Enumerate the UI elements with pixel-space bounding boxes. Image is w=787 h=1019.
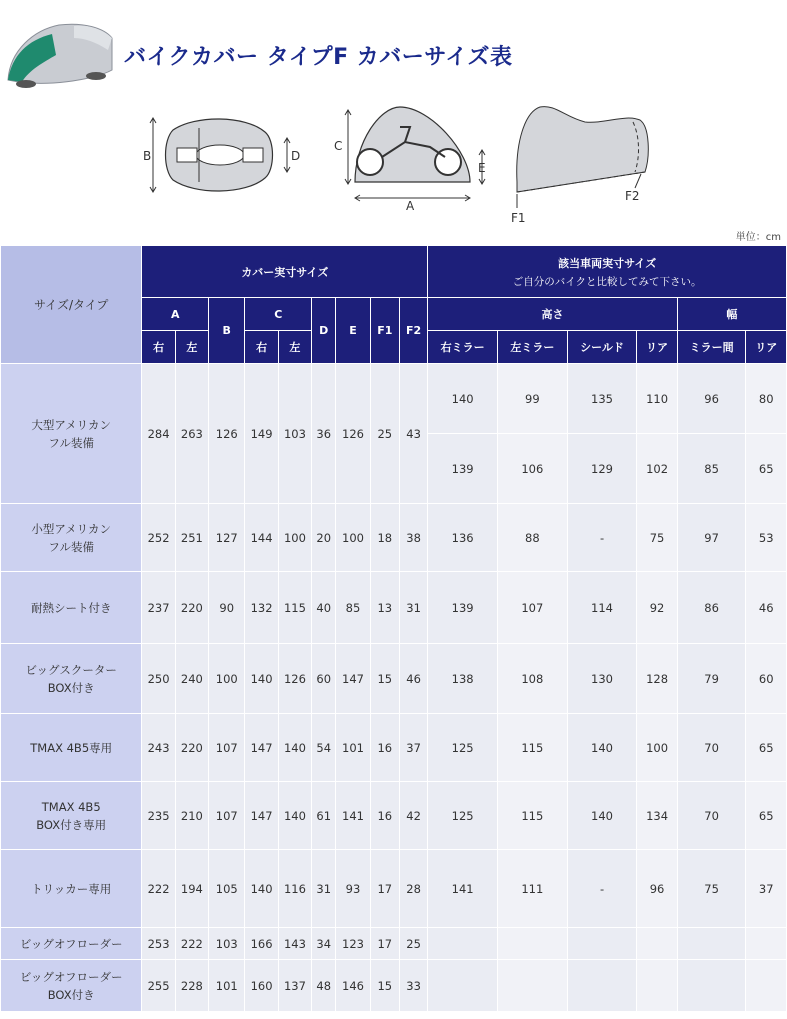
cover-size-cell: 90 [209, 572, 245, 644]
vehicle-size-cell: 70 [677, 782, 746, 850]
cover-size-cell: 15 [370, 960, 399, 1012]
cover-size-cell: 25 [370, 364, 399, 504]
size-table-body [1, 364, 787, 1012]
cover-size-cell: 143 [278, 928, 311, 960]
cover-size-cell: 149 [245, 364, 278, 504]
cover-view-diagram [505, 102, 670, 227]
cover-size-cell: 100 [336, 504, 370, 572]
row-type-name: ビッグオフローダー BOX付き [1, 960, 142, 1012]
col-shield: シールド [567, 331, 637, 364]
cover-size-cell: 101 [336, 714, 370, 782]
vehicle-size-cell: 65 [746, 714, 787, 782]
label-A: A [406, 199, 415, 212]
vehicle-size-cell: 97 [677, 504, 746, 572]
side-view-diagram [330, 102, 500, 212]
vehicle-size-cell: 128 [637, 644, 677, 714]
cover-size-cell: 16 [370, 782, 399, 850]
type-header: サイズ/タイプ [1, 246, 142, 364]
vehicle-size-cell: 136 [428, 504, 498, 572]
cover-size-cell: 220 [175, 572, 208, 644]
vehicle-size-cell: 100 [637, 714, 677, 782]
cover-size-cell: 137 [278, 960, 311, 1012]
vehicle-size-cell: 140 [428, 364, 498, 434]
vehicle-size-cell: 125 [428, 714, 498, 782]
vehicle-size-cell: 138 [428, 644, 498, 714]
label-F1: F1 [511, 211, 526, 225]
page-header [0, 0, 787, 100]
vehicle-size-cell: 141 [428, 850, 498, 928]
size-table [0, 245, 787, 1012]
cover-size-cell: 144 [245, 504, 278, 572]
cover-size-cell: 46 [399, 644, 427, 714]
vehicle-size-cell: 85 [677, 434, 746, 504]
height-header: 高さ [428, 298, 677, 331]
vehicle-size-cell: 110 [637, 364, 677, 434]
vehicle-size-cell [637, 960, 677, 1012]
vehicle-size-cell: 65 [746, 434, 787, 504]
cover-size-cell: 123 [336, 928, 370, 960]
vehicle-size-cell: 129 [567, 434, 637, 504]
cover-size-cell: 60 [312, 644, 336, 714]
cover-size-cell: 105 [209, 850, 245, 928]
cover-size-cell: 194 [175, 850, 208, 928]
cover-size-cell: 250 [142, 644, 175, 714]
vehicle-size-cell: 92 [637, 572, 677, 644]
vehicle-size-cell [497, 928, 567, 960]
vehicle-size-cell: 106 [497, 434, 567, 504]
width-header: 幅 [677, 298, 786, 331]
vehicle-size-cell [428, 960, 498, 1012]
row-type-name: TMAX 4B5 BOX付き専用 [1, 782, 142, 850]
col-E: E [336, 298, 370, 364]
label-C: C [334, 139, 343, 153]
cover-size-cell: 36 [312, 364, 336, 504]
cover-size-cell: 54 [312, 714, 336, 782]
row-type-name: 耐熱シート付き [1, 572, 142, 644]
cover-size-cell: 38 [399, 504, 427, 572]
vehicle-size-cell: 96 [677, 364, 746, 434]
row-type-name: ビッグオフローダー [1, 928, 142, 960]
cover-size-cell: 40 [312, 572, 336, 644]
cover-size-cell: 235 [142, 782, 175, 850]
table-row [1, 850, 787, 928]
vehicle-size-cell [497, 960, 567, 1012]
col-C: C [245, 298, 312, 331]
cover-size-cell: 243 [142, 714, 175, 782]
vehicle-size-cell: 37 [746, 850, 787, 928]
cover-size-cell: 16 [370, 714, 399, 782]
label-D: D [291, 149, 301, 163]
cover-size-cell: 18 [370, 504, 399, 572]
col-rear-height: リア [637, 331, 677, 364]
vehicle-size-cell: 125 [428, 782, 498, 850]
vehicle-size-subtitle: ご自分のバイクと比較してみて下さい。 [512, 275, 702, 288]
col-A: A [142, 298, 209, 331]
unit-note: 単位：cm [735, 232, 781, 243]
vehicle-size-cell: 70 [677, 714, 746, 782]
vehicle-size-cell: 130 [567, 644, 637, 714]
vehicle-size-cell: 79 [677, 644, 746, 714]
cover-size-cell: 17 [370, 850, 399, 928]
cover-size-cell: 25 [399, 928, 427, 960]
cover-size-cell: 140 [278, 714, 311, 782]
vehicle-size-cell: 108 [497, 644, 567, 714]
vehicle-size-cell: 96 [637, 850, 677, 928]
col-mirror-width: ミラー間 [677, 331, 746, 364]
top-view-diagram [135, 110, 310, 200]
col-F1: F1 [370, 298, 399, 364]
vehicle-size-cell [567, 960, 637, 1012]
cover-size-cell: 31 [399, 572, 427, 644]
vehicle-size-cell: 102 [637, 434, 677, 504]
vehicle-size-cell: 114 [567, 572, 637, 644]
cover-size-cell: 237 [142, 572, 175, 644]
row-type-name: TMAX 4B5専用 [1, 714, 142, 782]
vehicle-size-cell: 134 [637, 782, 677, 850]
vehicle-size-cell: 86 [677, 572, 746, 644]
cover-size-cell: 140 [245, 850, 278, 928]
cover-size-cell: 15 [370, 644, 399, 714]
cover-size-cell: 61 [312, 782, 336, 850]
cover-size-cell: 210 [175, 782, 208, 850]
cover-size-cell: 34 [312, 928, 336, 960]
vehicle-size-cell: 46 [746, 572, 787, 644]
cover-size-cell: 115 [278, 572, 311, 644]
cover-size-cell: 228 [175, 960, 208, 1012]
cover-size-cell: 116 [278, 850, 311, 928]
cover-size-cell: 126 [278, 644, 311, 714]
vehicle-size-title: 該当車両実寸サイズ [558, 256, 657, 270]
col-A-right: 右 [142, 331, 175, 364]
cover-size-cell: 42 [399, 782, 427, 850]
vehicle-size-cell [746, 928, 787, 960]
vehicle-size-cell: 115 [497, 782, 567, 850]
vehicle-size-cell: 99 [497, 364, 567, 434]
col-right-mirror: 右ミラー [428, 331, 498, 364]
cover-size-cell: 37 [399, 714, 427, 782]
cover-size-cell: 220 [175, 714, 208, 782]
col-left-mirror: 左ミラー [497, 331, 567, 364]
table-row [1, 928, 787, 960]
dimension-diagrams [0, 100, 787, 240]
col-C-right: 右 [245, 331, 278, 364]
vehicle-size-header [428, 246, 787, 298]
vehicle-size-cell [677, 928, 746, 960]
cover-size-cell: 103 [278, 364, 311, 504]
vehicle-size-cell [567, 928, 637, 960]
vehicle-size-cell [746, 960, 787, 1012]
vehicle-size-cell [428, 928, 498, 960]
col-C-left: 左 [278, 331, 311, 364]
cover-size-cell: 126 [336, 364, 370, 504]
cover-size-cell: 253 [142, 928, 175, 960]
cover-size-cell: 103 [209, 928, 245, 960]
cover-size-cell: 28 [399, 850, 427, 928]
col-rear-width: リア [746, 331, 787, 364]
cover-size-cell: 252 [142, 504, 175, 572]
vehicle-size-cell: 135 [567, 364, 637, 434]
cover-size-cell: 251 [175, 504, 208, 572]
cover-size-cell: 146 [336, 960, 370, 1012]
vehicle-size-cell: 65 [746, 782, 787, 850]
vehicle-size-cell: 139 [428, 572, 498, 644]
vehicle-size-cell: 107 [497, 572, 567, 644]
cover-size-cell: 33 [399, 960, 427, 1012]
cover-size-cell: 141 [336, 782, 370, 850]
cover-size-cell: 93 [336, 850, 370, 928]
row-type-name: 大型アメリカン フル装備 [1, 364, 142, 504]
cover-size-cell: 127 [209, 504, 245, 572]
table-row [1, 960, 787, 1012]
cover-size-cell: 31 [312, 850, 336, 928]
cover-size-cell: 160 [245, 960, 278, 1012]
vehicle-size-cell: 88 [497, 504, 567, 572]
table-row [1, 364, 787, 434]
col-F2: F2 [399, 298, 427, 364]
cover-size-cell: 140 [278, 782, 311, 850]
table-row [1, 572, 787, 644]
vehicle-size-cell: 115 [497, 714, 567, 782]
table-row [1, 782, 787, 850]
vehicle-size-cell: 60 [746, 644, 787, 714]
vehicle-size-cell: 75 [637, 504, 677, 572]
cover-size-cell: 85 [336, 572, 370, 644]
vehicle-size-cell [677, 960, 746, 1012]
cover-size-cell: 222 [175, 928, 208, 960]
cover-size-cell: 126 [209, 364, 245, 504]
cover-size-cell: 240 [175, 644, 208, 714]
cover-size-cell: 17 [370, 928, 399, 960]
row-type-name: トリッカー専用 [1, 850, 142, 928]
cover-size-cell: 13 [370, 572, 399, 644]
vehicle-size-cell [637, 928, 677, 960]
vehicle-size-cell: 140 [567, 714, 637, 782]
page-title: バイクカバー タイプF カバーサイズ表 [124, 45, 513, 70]
cover-size-cell: 147 [336, 644, 370, 714]
col-B: B [209, 298, 245, 364]
vehicle-size-cell: - [567, 504, 637, 572]
cover-size-cell: 101 [209, 960, 245, 1012]
cover-size-cell: 107 [209, 714, 245, 782]
row-type-name: 小型アメリカン フル装備 [1, 504, 142, 572]
label-E: E [478, 161, 486, 175]
table-row [1, 644, 787, 714]
cover-size-cell: 100 [278, 504, 311, 572]
cover-size-cell: 48 [312, 960, 336, 1012]
cover-size-cell: 166 [245, 928, 278, 960]
cover-size-cell: 140 [245, 644, 278, 714]
table-row [1, 714, 787, 782]
cover-size-cell: 263 [175, 364, 208, 504]
label-B: B [143, 149, 152, 163]
cover-size-cell: 132 [245, 572, 278, 644]
cover-size-cell: 222 [142, 850, 175, 928]
cover-size-cell: 107 [209, 782, 245, 850]
col-D: D [312, 298, 336, 364]
cover-size-cell: 284 [142, 364, 175, 504]
vehicle-size-cell: 140 [567, 782, 637, 850]
col-A-left: 左 [175, 331, 208, 364]
table-row [1, 504, 787, 572]
vehicle-size-cell: 75 [677, 850, 746, 928]
cover-size-cell: 255 [142, 960, 175, 1012]
vehicle-size-cell: - [567, 850, 637, 928]
vehicle-size-cell: 139 [428, 434, 498, 504]
label-F2: F2 [625, 189, 640, 203]
vehicle-size-cell: 111 [497, 850, 567, 928]
cover-size-cell: 100 [209, 644, 245, 714]
vehicle-size-cell: 80 [746, 364, 787, 434]
cover-size-cell: 43 [399, 364, 427, 504]
cover-size-cell: 147 [245, 714, 278, 782]
row-type-name: ビッグスクーター BOX付き [1, 644, 142, 714]
cover-size-header: カバー実寸サイズ [142, 246, 428, 298]
bike-cover-icon [4, 10, 114, 90]
vehicle-size-cell: 53 [746, 504, 787, 572]
cover-size-cell: 20 [312, 504, 336, 572]
cover-size-cell: 147 [245, 782, 278, 850]
